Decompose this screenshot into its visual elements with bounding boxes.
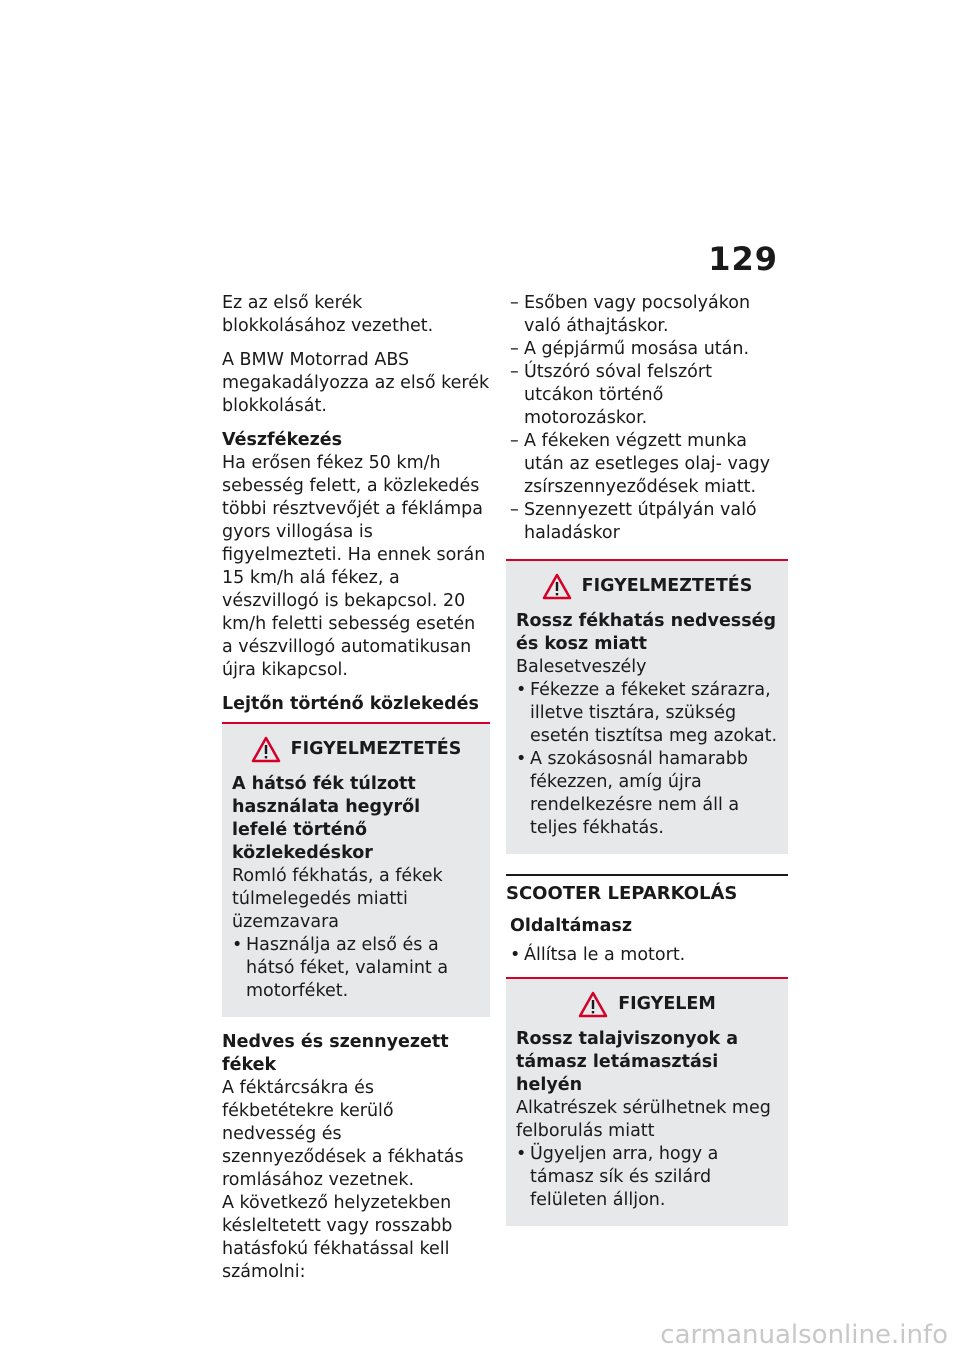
left-column <box>222 292 490 1295</box>
warning-subtitle: Rossz fékhatás nedvesség és kosz miatt <box>516 611 777 654</box>
list-item: – Szennyezett útpályán való haladáskor <box>510 499 778 545</box>
warning-header <box>516 573 778 600</box>
heading-vészfékezés: Vészfékezés <box>222 430 343 450</box>
list-item: – A gépjármű mosása után. <box>510 338 778 361</box>
warning-title: FIGYELMEZTETÉS <box>581 576 753 596</box>
warning-triangle-icon <box>251 736 281 763</box>
warning-subtitle: A hátsó fék túlzott használata hegyről lefelé történő közlekedéskor <box>232 774 421 863</box>
watermark: carmanualsonline.info <box>660 1320 948 1350</box>
list-item: – A fékeken végzett munka után az esetleges olaj- vagy zsírszennyeződések miatt. <box>510 430 778 499</box>
heading-nedves: Nedves és szennyezett fékek <box>222 1032 449 1075</box>
warning-header <box>232 736 480 763</box>
warning-text: Romló fékhatás, a fékek túlmelegedés miatti üzemzavara <box>232 866 443 932</box>
paragraph: A féktárcsákra és fékbetétekre kerülő nedvesség és szennyeződések a fékhatás romlásához vezetnek. <box>222 1078 464 1190</box>
paragraph: Ha erősen fékez 50 km/h sebesség felett, a közlekedés többi résztvevőjét a féklámpa gyors villogása is figyelmezteti. Ha ennek során 15 km/h alá fékez, a vészvillogó is bekapcsol. 20 km/h feletti sebesség esetén a vészvillogó automatikusan újra kikapcsol. <box>222 453 486 680</box>
list-item: – Esőben vagy pocsolyákon való áthajtáskor. <box>510 292 778 338</box>
warning-bullet: • Használja az első és a hátsó féket, valamint a motorféket. <box>232 934 480 1003</box>
caution-header <box>516 991 778 1018</box>
warning-box-wet-brakes <box>506 559 788 854</box>
list-item: – Útszóró sóval felszórt utcákon történő motorozáskor. <box>510 361 778 430</box>
warning-bullet: • Fékezze a fékeket szárazra, illetve tisztára, szükség esetén tisztítsa meg azokat. <box>516 679 778 748</box>
warning-text: Balesetveszély <box>516 657 647 677</box>
paragraph: Ez az első kerék blokkolásához vezethet. <box>222 293 434 336</box>
page-number: 129 <box>708 240 778 278</box>
warning-box-downhill <box>222 722 490 1017</box>
heading-lejtőn: Lejtőn történő közlekedés <box>222 694 479 714</box>
caution-box-stand <box>506 977 788 1226</box>
caution-text: Alkatrészek sérülhetnek meg felborulás miatt <box>516 1098 771 1141</box>
warning-bullet: • A szokásosnál hamarabb fékezzen, amíg újra rendelkezésre nem áll a teljes fékhatás. <box>516 748 778 840</box>
right-column <box>506 292 778 1240</box>
warning-triangle-icon <box>578 991 608 1018</box>
warning-triangle-icon <box>542 573 572 600</box>
warning-title: FIGYELMEZTETÉS <box>290 739 462 759</box>
caution-title: FIGYELEM <box>618 994 716 1014</box>
paragraph: A BMW Motorrad ABS megakadályozza az első kerék blokkolását. <box>222 350 490 416</box>
heading-oldaltámasz: Oldaltámasz <box>510 916 633 936</box>
caution-subtitle: Rossz talajviszonyok a támasz letámasztási helyén <box>516 1029 739 1095</box>
paragraph: A következő helyzetekben késleltetett vagy rosszabb hatásfokú fékhatással kell számolni: <box>222 1193 453 1282</box>
caution-bullet: • Ügyeljen arra, hogy a támasz sík és szilárd felületen álljon. <box>516 1143 778 1212</box>
section-title: SCOOTER LEPARKOLÁS <box>506 874 788 905</box>
step-item: • Állítsa le a motort. <box>510 944 778 967</box>
